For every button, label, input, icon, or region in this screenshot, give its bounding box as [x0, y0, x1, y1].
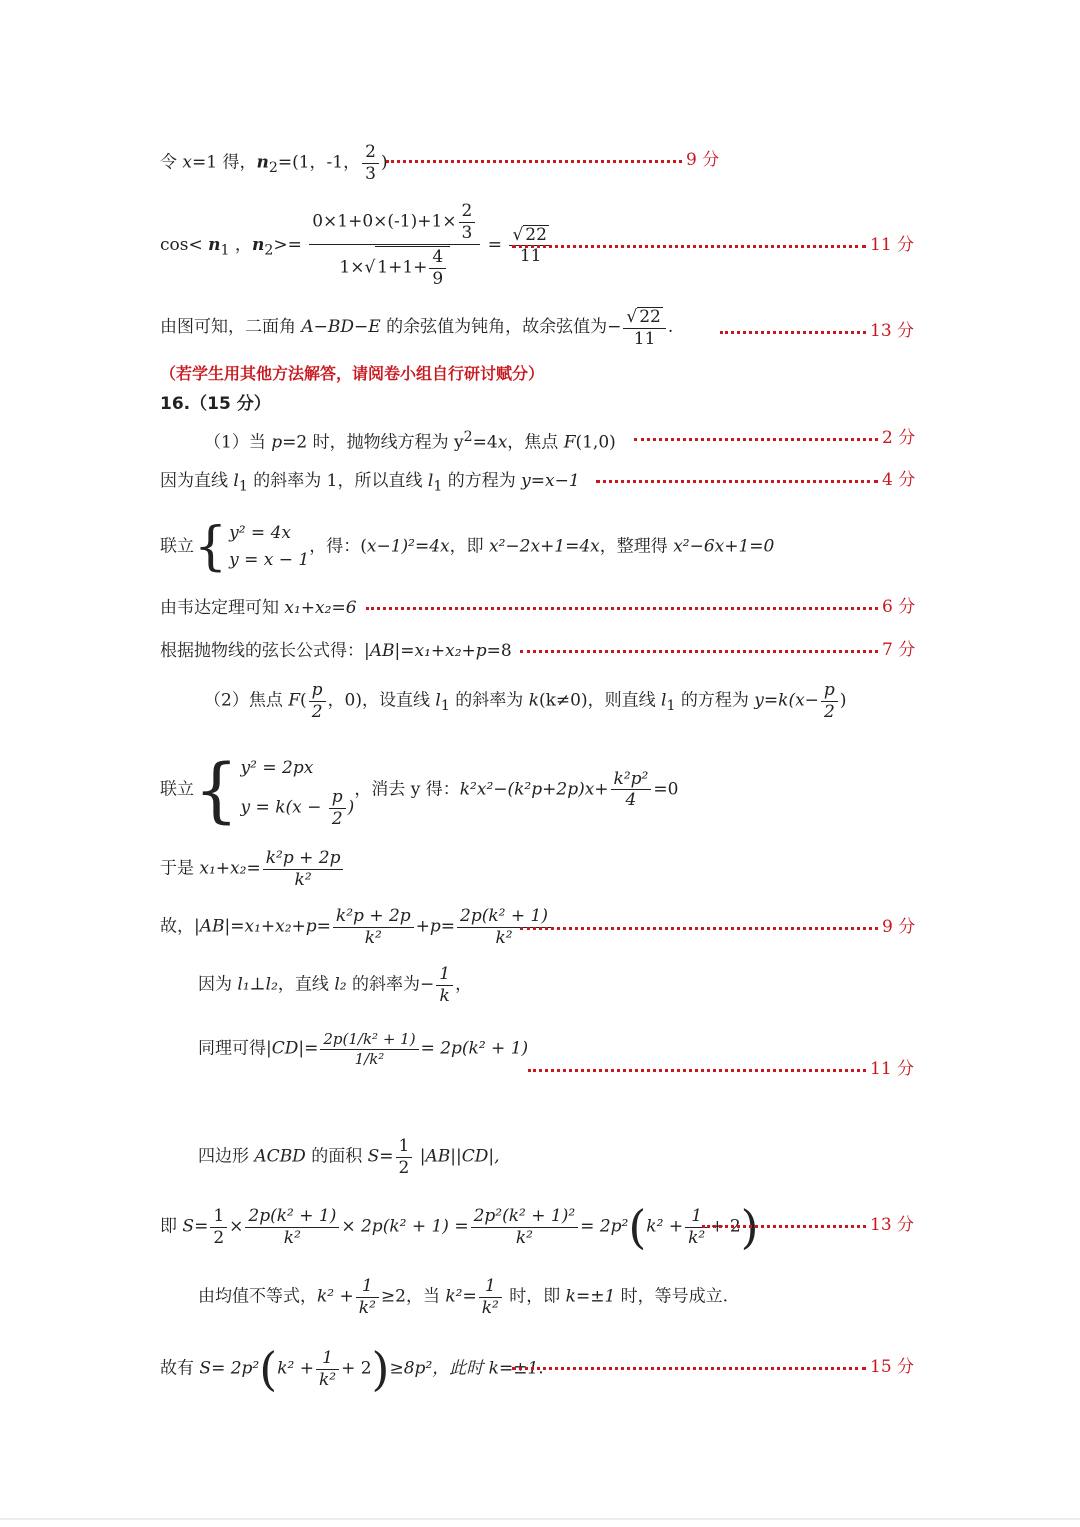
cosine-fraction: 0×1+0×(-1)+1× $\frac{2}{3}$ 1×√ 1+1+ $\frac{4}{9}$ [309, 200, 480, 291]
score-label: 9 分 [686, 150, 720, 170]
score-label: 13 分 [870, 1215, 915, 1235]
line-normal-vector: 令 x=1 得，$n_2=(1$，-1， $\frac{2}{3}$ ) [160, 142, 388, 184]
score-leader [634, 438, 878, 441]
cosine-result: $\frac{√ 22}{11}$ [509, 224, 551, 267]
line-cosine: $\cos< n_1$ ，$n_2>=$ 0×1+0×(-1)+1× $\frac{2}{3}$ 1×√ 1+1+ $\frac{4}{9}$ = $\frac{√ 22}{11}$ [160, 200, 554, 291]
score-leader [520, 650, 878, 653]
line-chord-length: 根据抛物线的弦长公式得：|AB|=x₁+x₂+p=8 [160, 641, 512, 661]
score-label: 2 分 [882, 428, 916, 448]
score-label: 15 分 [870, 1357, 915, 1377]
score-leader [512, 245, 866, 248]
grading-note: （若学生用其他方法解答，请阅卷小组自行研讨赋分） [160, 364, 545, 383]
score-label: 11 分 [870, 1059, 915, 1079]
score-leader [512, 1367, 866, 1370]
line-area-expanded: 即 S= $\frac{1}{2}$ × $\frac{\text{2p(k² + 1)}}{\text{k²}}$ × 2p(k² + 1) = $\frac{\text{2p²(k² + 1)²}}{\text{k²}}$ = 2p²(k² + $\frac{1}{\text{k²}}$ + 2) [160, 1200, 759, 1254]
score-leader [366, 607, 878, 610]
line-slope: 因为直线 $l_1$ 的斜率为 1，所以直线 $l_1$ 的方程为 y=x−1 [160, 471, 580, 495]
line-area: 四边形 ACBD 的面积 S= $\frac{1}{2}$ |AB||CD|, [198, 1136, 500, 1178]
line-part1-focus: （1）当 p=2 时，抛物线方程为 $y^2=4x$，焦点 F(1,0) [204, 429, 616, 453]
line-sum-roots: 于是 x₁+x₂= $\frac{\text{k²p + 2p}}{\text{k²}}$ [160, 848, 345, 890]
line-ab-length: 故，|AB|=x₁+x₂+p= $\frac{\text{k²p + 2p}}{\text{k²}}$ +p= $\frac{\text{2p(k² + 1)}}{\text{k²}}$ [160, 906, 553, 948]
line-part2-focus: （2）焦点 F( $\frac{p}{2}$ ，0)，设直线 $l_1$ 的斜率为 k(k≠0)，则直线 $l_1$ 的方程为 y=k(x− $\frac{p}{2}$ ) [204, 680, 847, 722]
score-label: 11 分 [870, 235, 915, 255]
line-vieta: 由韦达定理可知 x₁+x₂=6 [160, 598, 357, 618]
line-dihedral: 由图可知，二面角 A−BD−E 的余弦值为钝角，故余弦值为− $\frac{√ 22}{11}$ . [160, 307, 674, 349]
line-system-2: 联立{ y² = 2px y = k(x − $\frac{p}{2}$ ) ，消去 y 得：k²x²−(k²p+2p)x+ $\frac{\text{k²p²}}{4}$ =0 [160, 748, 679, 831]
line-conclusion: 故有 S= 2p²(k² + $\frac{1}{\text{k²}}$ + 2)≥8p²，此时 k=±1. [160, 1342, 544, 1396]
line-am-gm: 由均值不等式，k² + $\frac{1}{\text{k²}}$ ≥2，当 k²= $\frac{1}{\text{k²}}$ 时，即 k=±1 时，等号成立. [198, 1276, 729, 1318]
score-leader [520, 927, 878, 930]
score-label: 13 分 [870, 321, 915, 341]
page-bottom-rule [0, 1518, 1080, 1520]
score-label: 4 分 [882, 470, 916, 490]
score-leader [720, 331, 866, 334]
line-cd-length: 同理可得|CD|= $\frac{\text{2p(1/k² + 1)}}{\text{1/k²}}$ = 2p(k² + 1) [198, 1030, 529, 1068]
score-leader [528, 1069, 866, 1072]
score-label: 9 分 [882, 917, 916, 937]
question-number: 16.（15 分） [160, 394, 271, 414]
fraction: $\frac{2}{3}$ [362, 142, 379, 184]
score-label: 6 分 [882, 597, 916, 617]
score-label: 7 分 [882, 640, 916, 660]
score-leader [702, 1225, 866, 1228]
line-system-1: 联立{ y² = 4x y = x − 1 ，得：(x−1)²=4x，即 x²−2x+1=4x，整理得 x²−6x+1=0 [160, 517, 775, 578]
score-leader [386, 160, 682, 163]
line-perpendicular: 因为 l₁⊥l₂，直线 l₂ 的斜率为− $\frac{1}{k}$ ， [198, 964, 473, 1006]
score-leader [596, 480, 878, 483]
